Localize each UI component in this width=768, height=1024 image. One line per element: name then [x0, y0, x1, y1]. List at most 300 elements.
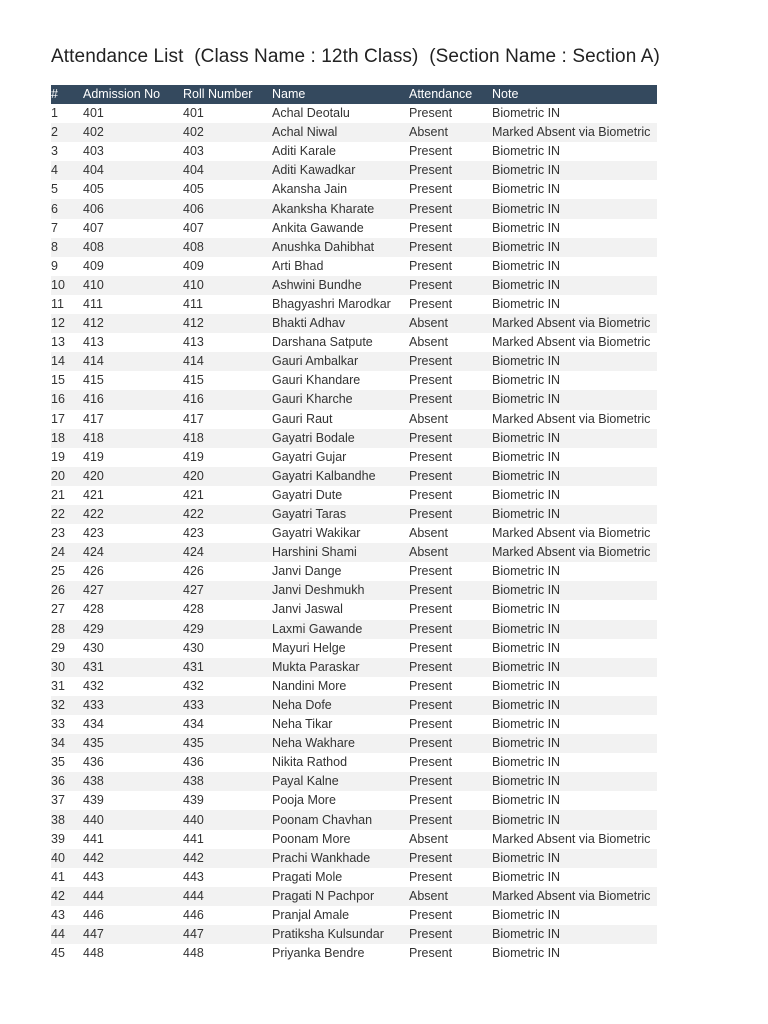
table-row: [51, 677, 657, 696]
cell-admission-no: 404: [83, 163, 104, 178]
cell-attendance: Present: [409, 507, 453, 522]
cell-roll-number: 433: [183, 697, 204, 712]
cell-number: 37: [51, 793, 65, 808]
cell-attendance: Absent: [409, 545, 448, 560]
table-row: [51, 104, 657, 123]
cell-roll-number: 424: [183, 545, 204, 560]
cell-name: Achal Deotalu: [272, 106, 350, 121]
cell-note: Biometric IN: [492, 449, 561, 464]
cell-name: Payal Kalne: [272, 774, 339, 789]
table-row: [51, 161, 657, 180]
cell-note: Biometric IN: [492, 927, 561, 942]
cell-number: 13: [51, 335, 65, 350]
table-row: [51, 257, 657, 276]
cell-note: Biometric IN: [492, 277, 561, 292]
cell-roll-number: 415: [183, 373, 204, 388]
cell-roll-number: 417: [183, 411, 204, 426]
cell-admission-no: 411: [83, 296, 103, 311]
cell-number: 39: [51, 831, 65, 846]
table-row: [51, 429, 657, 448]
cell-attendance: Present: [409, 850, 453, 865]
column-header-admission-no: Admission No: [83, 87, 161, 101]
cell-roll-number: 435: [183, 736, 204, 751]
cell-attendance: Absent: [409, 526, 448, 541]
cell-roll-number: 446: [183, 907, 204, 922]
cell-name: Gauri Raut: [272, 411, 333, 426]
cell-note: Biometric IN: [492, 468, 561, 483]
cell-note: Biometric IN: [492, 182, 561, 197]
cell-attendance: Present: [409, 869, 453, 884]
cell-number: 19: [51, 449, 65, 464]
cell-admission-no: 414: [83, 354, 104, 369]
cell-number: 25: [51, 564, 65, 579]
cell-attendance: Present: [409, 220, 453, 235]
cell-roll-number: 441: [183, 831, 204, 846]
cell-admission-no: 409: [83, 258, 104, 273]
cell-note: Biometric IN: [492, 354, 561, 369]
cell-note: Biometric IN: [492, 812, 561, 827]
cell-note: Biometric IN: [492, 850, 561, 865]
cell-name: Neha Tikar: [272, 717, 333, 732]
cell-note: Biometric IN: [492, 659, 561, 674]
cell-attendance: Present: [409, 564, 453, 579]
cell-number: 43: [51, 907, 65, 922]
cell-attendance: Present: [409, 468, 453, 483]
cell-name: Gauri Khandare: [272, 373, 361, 388]
table-row: [51, 658, 657, 677]
cell-admission-no: 444: [83, 888, 104, 903]
cell-attendance: Present: [409, 907, 453, 922]
cell-attendance: Present: [409, 354, 453, 369]
cell-roll-number: 409: [183, 258, 204, 273]
table-row: [51, 486, 657, 505]
cell-roll-number: 427: [183, 583, 204, 598]
cell-admission-no: 415: [83, 373, 104, 388]
cell-name: Janvi Dange: [272, 564, 342, 579]
cell-name: Neha Wakhare: [272, 736, 355, 751]
cell-admission-no: 432: [83, 678, 104, 693]
cell-attendance: Present: [409, 106, 453, 121]
cell-attendance: Present: [409, 717, 453, 732]
table-row: [51, 524, 657, 543]
cell-attendance: Present: [409, 755, 453, 770]
cell-note: Biometric IN: [492, 640, 561, 655]
cell-attendance: Present: [409, 640, 453, 655]
cell-note: Biometric IN: [492, 678, 561, 693]
cell-attendance: Present: [409, 678, 453, 693]
cell-roll-number: 438: [183, 774, 204, 789]
table-body: [51, 104, 657, 963]
cell-name: Anushka Dahibhat: [272, 239, 375, 254]
table-row: [51, 734, 657, 753]
table-row: [51, 849, 657, 868]
cell-note: Marked Absent via Biometric: [492, 411, 651, 426]
table-row: [51, 467, 657, 486]
cell-admission-no: 423: [83, 526, 104, 541]
table-row: [51, 276, 657, 295]
column-header-roll-number: Roll Number: [183, 87, 253, 101]
cell-number: 31: [51, 678, 65, 693]
cell-number: 8: [51, 239, 58, 254]
table-row: [51, 887, 657, 906]
cell-name: Pragati Mole: [272, 869, 343, 884]
cell-number: 5: [51, 182, 58, 197]
cell-roll-number: 423: [183, 526, 204, 541]
cell-roll-number: 413: [183, 335, 204, 350]
cell-admission-no: 403: [83, 144, 104, 159]
cell-roll-number: 405: [183, 182, 204, 197]
cell-roll-number: 418: [183, 430, 204, 445]
cell-note: Biometric IN: [492, 793, 561, 808]
cell-name: Gayatri Taras: [272, 507, 347, 522]
cell-name: Gauri Ambalkar: [272, 354, 359, 369]
cell-admission-no: 441: [83, 831, 104, 846]
cell-number: 44: [51, 927, 65, 942]
cell-admission-no: 408: [83, 239, 104, 254]
cell-name: Mayuri Helge: [272, 640, 346, 655]
cell-attendance: Present: [409, 258, 453, 273]
column-header-attendance: Attendance: [409, 87, 473, 101]
cell-name: Laxmi Gawande: [272, 621, 363, 636]
cell-note: Biometric IN: [492, 392, 561, 407]
cell-admission-no: 443: [83, 869, 104, 884]
cell-attendance: Present: [409, 774, 453, 789]
cell-note: Biometric IN: [492, 163, 561, 178]
cell-number: 12: [51, 316, 65, 331]
column-header-number: #: [51, 87, 58, 101]
cell-note: Biometric IN: [492, 106, 561, 121]
cell-number: 2: [51, 125, 58, 140]
cell-number: 21: [51, 487, 65, 502]
cell-admission-no: 426: [83, 564, 104, 579]
cell-admission-no: 417: [83, 411, 104, 426]
table-row: [51, 314, 657, 333]
cell-name: Gayatri Kalbandhe: [272, 468, 376, 483]
cell-note: Biometric IN: [492, 907, 561, 922]
table-row: [51, 180, 657, 199]
cell-name: Akansha Jain: [272, 182, 348, 197]
table-row: [51, 505, 657, 524]
cell-number: 35: [51, 755, 65, 770]
cell-number: 10: [51, 277, 65, 292]
cell-number: 27: [51, 602, 65, 617]
cell-roll-number: 434: [183, 717, 204, 732]
cell-roll-number: 402: [183, 125, 204, 140]
cell-admission-no: 448: [83, 946, 104, 961]
table-row: [51, 810, 657, 829]
cell-name: Priyanka Bendre: [272, 946, 365, 961]
cell-attendance: Present: [409, 736, 453, 751]
cell-name: Gayatri Gujar: [272, 449, 347, 464]
cell-name: Aditi Karale: [272, 144, 336, 159]
cell-admission-no: 436: [83, 755, 104, 770]
cell-name: Ashwini Bundhe: [272, 277, 362, 292]
column-header-name: Name: [272, 87, 306, 101]
cell-note: Biometric IN: [492, 946, 561, 961]
cell-admission-no: 402: [83, 125, 104, 140]
cell-name: Poonam More: [272, 831, 351, 846]
table-row: [51, 715, 657, 734]
cell-note: Biometric IN: [492, 239, 561, 254]
table-row: [51, 696, 657, 715]
cell-number: 17: [51, 411, 65, 426]
cell-admission-no: 434: [83, 717, 104, 732]
cell-number: 7: [51, 220, 58, 235]
cell-note: Marked Absent via Biometric: [492, 831, 651, 846]
table-row: [51, 219, 657, 238]
cell-note: Biometric IN: [492, 774, 561, 789]
cell-roll-number: 406: [183, 201, 204, 216]
cell-attendance: Present: [409, 430, 453, 445]
cell-note: Marked Absent via Biometric: [492, 526, 651, 541]
cell-note: Biometric IN: [492, 373, 561, 388]
cell-roll-number: 410: [183, 277, 204, 292]
cell-roll-number: 430: [183, 640, 204, 655]
cell-note: Marked Absent via Biometric: [492, 316, 651, 331]
cell-attendance: Present: [409, 201, 453, 216]
cell-admission-no: 410: [83, 277, 104, 292]
cell-number: 29: [51, 640, 65, 655]
cell-attendance: Present: [409, 793, 453, 808]
cell-number: 6: [51, 201, 58, 216]
table-row: [51, 371, 657, 390]
cell-attendance: Absent: [409, 411, 448, 426]
cell-roll-number: 436: [183, 755, 204, 770]
cell-admission-no: 429: [83, 621, 104, 636]
cell-note: Marked Absent via Biometric: [492, 335, 651, 350]
cell-note: Biometric IN: [492, 717, 561, 732]
cell-roll-number: 426: [183, 564, 204, 579]
cell-number: 28: [51, 621, 65, 636]
cell-admission-no: 418: [83, 430, 104, 445]
cell-admission-no: 438: [83, 774, 104, 789]
table-row: [51, 390, 657, 409]
table-row: [51, 199, 657, 218]
table-row: [51, 562, 657, 581]
cell-number: 40: [51, 850, 65, 865]
cell-roll-number: 404: [183, 163, 204, 178]
cell-attendance: Present: [409, 583, 453, 598]
table-row: [51, 123, 657, 142]
cell-number: 30: [51, 659, 65, 674]
cell-roll-number: 428: [183, 602, 204, 617]
cell-name: Pragati N Pachpor: [272, 888, 375, 903]
cell-name: Prachi Wankhade: [272, 850, 371, 865]
cell-attendance: Absent: [409, 335, 448, 350]
cell-admission-no: 406: [83, 201, 104, 216]
cell-number: 36: [51, 774, 65, 789]
cell-attendance: Present: [409, 277, 453, 292]
cell-number: 11: [51, 296, 64, 311]
cell-note: Biometric IN: [492, 621, 561, 636]
cell-admission-no: 428: [83, 602, 104, 617]
cell-name: Harshini Shami: [272, 545, 357, 560]
cell-admission-no: 419: [83, 449, 104, 464]
cell-name: Janvi Jaswal: [272, 602, 343, 617]
cell-name: Bhakti Adhav: [272, 316, 345, 331]
cell-number: 22: [51, 507, 65, 522]
cell-note: Biometric IN: [492, 736, 561, 751]
cell-note: Biometric IN: [492, 220, 561, 235]
table-row: [51, 600, 657, 619]
cell-admission-no: 446: [83, 907, 104, 922]
table-header: [51, 85, 657, 104]
cell-name: Arti Bhad: [272, 258, 324, 273]
cell-number: 33: [51, 717, 65, 732]
cell-admission-no: 416: [83, 392, 104, 407]
cell-admission-no: 413: [83, 335, 104, 350]
cell-attendance: Present: [409, 373, 453, 388]
cell-admission-no: 420: [83, 468, 104, 483]
cell-roll-number: 440: [183, 812, 204, 827]
cell-name: Pooja More: [272, 793, 336, 808]
table-row: [51, 142, 657, 161]
cell-name: Ankita Gawande: [272, 220, 364, 235]
table-row: [51, 830, 657, 849]
cell-attendance: Present: [409, 392, 453, 407]
cell-roll-number: 444: [183, 888, 204, 903]
cell-attendance: Present: [409, 144, 453, 159]
cell-note: Marked Absent via Biometric: [492, 545, 651, 560]
cell-number: 18: [51, 430, 65, 445]
cell-number: 42: [51, 888, 65, 903]
cell-roll-number: 419: [183, 449, 204, 464]
cell-admission-no: 401: [83, 106, 104, 121]
cell-attendance: Present: [409, 296, 453, 311]
cell-admission-no: 424: [83, 545, 104, 560]
cell-roll-number: 414: [183, 354, 204, 369]
cell-admission-no: 440: [83, 812, 104, 827]
cell-note: Biometric IN: [492, 144, 561, 159]
cell-note: Biometric IN: [492, 583, 561, 598]
cell-number: 1: [51, 106, 58, 121]
table-row: [51, 352, 657, 371]
cell-admission-no: 447: [83, 927, 104, 942]
cell-number: 41: [51, 869, 65, 884]
cell-note: Biometric IN: [492, 697, 561, 712]
table-row: [51, 868, 657, 887]
cell-name: Achal Niwal: [272, 125, 338, 140]
cell-roll-number: 412: [183, 316, 204, 331]
table-row: [51, 639, 657, 658]
cell-attendance: Present: [409, 659, 453, 674]
cell-attendance: Present: [409, 946, 453, 961]
table-row: [51, 581, 657, 600]
cell-name: Darshana Satpute: [272, 335, 373, 350]
cell-admission-no: 412: [83, 316, 104, 331]
cell-attendance: Absent: [409, 831, 448, 846]
cell-admission-no: 405: [83, 182, 104, 197]
cell-name: Pranjal Amale: [272, 907, 350, 922]
cell-number: 38: [51, 812, 65, 827]
cell-number: 20: [51, 468, 65, 483]
cell-name: Akanksha Kharate: [272, 201, 375, 216]
table-row: [51, 333, 657, 352]
cell-number: 34: [51, 736, 65, 751]
cell-admission-no: 421: [83, 487, 104, 502]
cell-name: Gayatri Dute: [272, 487, 343, 502]
cell-name: Mukta Paraskar: [272, 659, 360, 674]
cell-name: Nikita Rathod: [272, 755, 348, 770]
cell-admission-no: 439: [83, 793, 104, 808]
cell-note: Biometric IN: [492, 430, 561, 445]
table-row: [51, 753, 657, 772]
cell-note: Biometric IN: [492, 564, 561, 579]
cell-admission-no: 442: [83, 850, 104, 865]
cell-name: Bhagyashri Marodkar: [272, 296, 391, 311]
cell-note: Biometric IN: [492, 755, 561, 770]
table-row: [51, 238, 657, 257]
cell-name: Pratiksha Kulsundar: [272, 927, 384, 942]
table-row: [51, 791, 657, 810]
cell-number: 32: [51, 697, 65, 712]
cell-name: Gayatri Wakikar: [272, 526, 361, 541]
table-row: [51, 906, 657, 925]
cell-number: 3: [51, 144, 58, 159]
table-row: [51, 543, 657, 562]
cell-attendance: Present: [409, 239, 453, 254]
cell-name: Aditi Kawadkar: [272, 163, 356, 178]
cell-roll-number: 407: [183, 220, 204, 235]
cell-attendance: Absent: [409, 125, 448, 140]
cell-number: 23: [51, 526, 65, 541]
cell-admission-no: 422: [83, 507, 104, 522]
table-row: [51, 772, 657, 791]
cell-number: 24: [51, 545, 65, 560]
cell-roll-number: 442: [183, 850, 204, 865]
cell-attendance: Present: [409, 163, 453, 178]
cell-number: 14: [51, 354, 65, 369]
cell-roll-number: 431: [183, 659, 204, 674]
cell-attendance: Present: [409, 812, 453, 827]
cell-note: Biometric IN: [492, 869, 561, 884]
cell-roll-number: 403: [183, 144, 204, 159]
column-header-note: Note: [492, 87, 519, 101]
cell-note: Biometric IN: [492, 258, 561, 273]
cell-attendance: Present: [409, 487, 453, 502]
table-row: [51, 410, 657, 429]
cell-admission-no: 433: [83, 697, 104, 712]
cell-roll-number: 408: [183, 239, 204, 254]
cell-note: Biometric IN: [492, 507, 561, 522]
cell-roll-number: 429: [183, 621, 204, 636]
cell-name: Janvi Deshmukh: [272, 583, 365, 598]
cell-number: 15: [51, 373, 65, 388]
cell-attendance: Present: [409, 449, 453, 464]
cell-note: Biometric IN: [492, 296, 561, 311]
cell-note: Marked Absent via Biometric: [492, 888, 651, 903]
cell-attendance: Present: [409, 602, 453, 617]
cell-number: 45: [51, 946, 65, 961]
cell-admission-no: 431: [83, 659, 104, 674]
cell-attendance: Absent: [409, 888, 448, 903]
cell-roll-number: 439: [183, 793, 204, 808]
cell-roll-number: 401: [183, 106, 204, 121]
cell-number: 9: [51, 258, 58, 273]
cell-note: Biometric IN: [492, 487, 561, 502]
cell-number: 4: [51, 163, 58, 178]
cell-number: 26: [51, 583, 65, 598]
cell-number: 16: [51, 392, 65, 407]
cell-roll-number: 411: [183, 296, 203, 311]
cell-roll-number: 420: [183, 468, 204, 483]
cell-admission-no: 427: [83, 583, 104, 598]
cell-attendance: Absent: [409, 316, 448, 331]
cell-attendance: Present: [409, 697, 453, 712]
cell-name: Gauri Kharche: [272, 392, 353, 407]
cell-name: Gayatri Bodale: [272, 430, 355, 445]
cell-attendance: Present: [409, 182, 453, 197]
